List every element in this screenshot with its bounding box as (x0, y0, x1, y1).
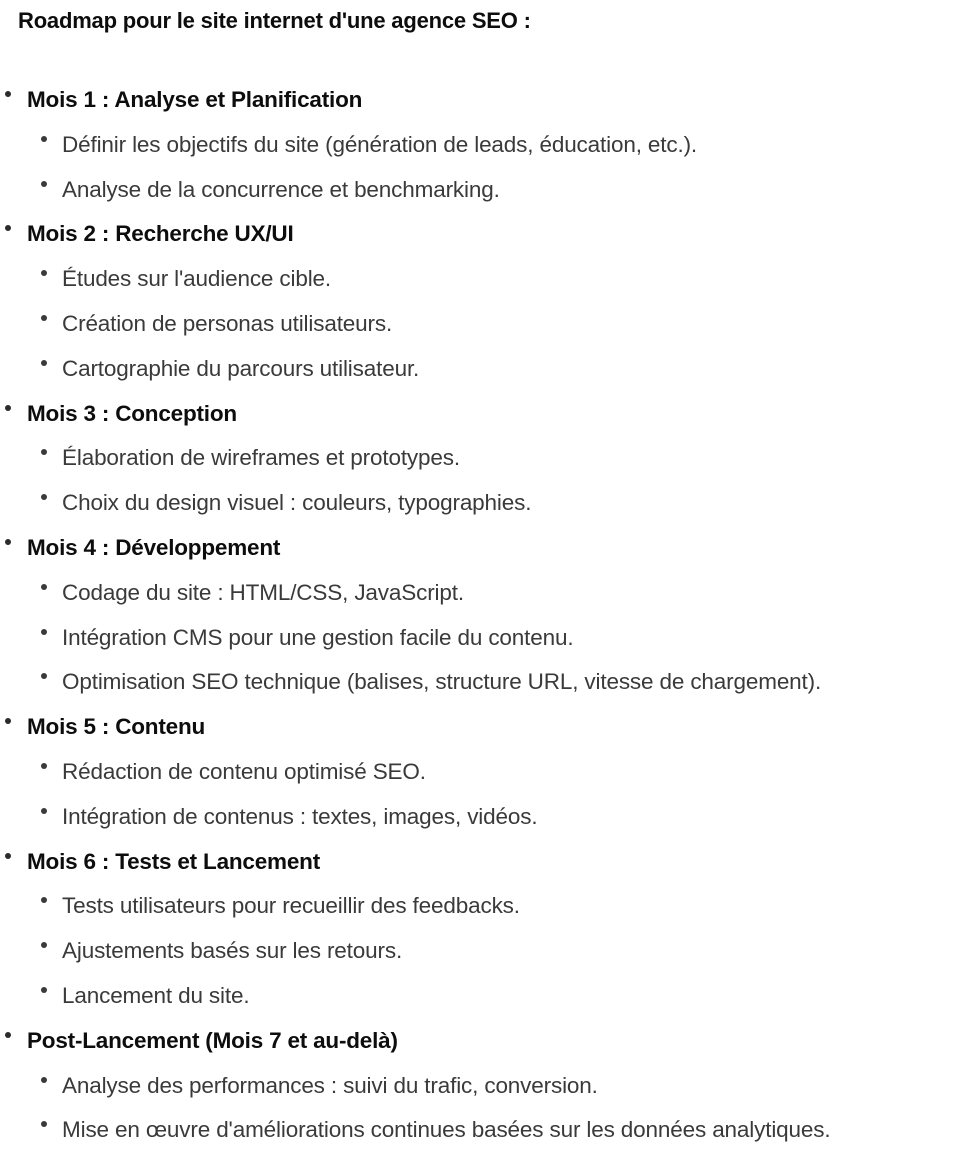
roadmap-section (0, 396, 964, 530)
section-heading (0, 1023, 964, 1068)
bullet-icon (41, 584, 47, 590)
section-items (0, 1068, 964, 1158)
roadmap-section (0, 709, 964, 843)
list-item-text: Analyse des performances : suivi du trafic, conversion. (62, 1072, 598, 1098)
list-item (0, 978, 964, 1023)
bullet-icon (41, 181, 47, 187)
bullet-icon (41, 808, 47, 814)
bullet-icon (5, 405, 11, 411)
list-item (0, 888, 964, 933)
roadmap-section (0, 844, 964, 1023)
list-item-text: Choix du design visuel : couleurs, typographies. (62, 490, 532, 516)
bullet-icon (41, 494, 47, 500)
list-item (0, 575, 964, 620)
section-heading-text: Mois 3 : Conception (27, 400, 237, 426)
roadmap-section (0, 530, 964, 709)
bullet-icon (5, 718, 11, 724)
section-heading-text: Mois 5 : Contenu (27, 714, 206, 740)
bullet-icon (41, 315, 47, 321)
list-item-text: Définir les objectifs du site (génération de leads, éducation, etc.). (62, 131, 698, 157)
list-item (0, 351, 964, 396)
section-items (0, 888, 964, 1022)
list-item (0, 620, 964, 665)
section-items (0, 261, 964, 395)
bullet-icon (41, 360, 47, 366)
list-item-text: Tests utilisateurs pour recueillir des feedbacks. (62, 893, 520, 919)
list-item-text: Mise en œuvre d'améliorations continues basées sur les données analytiques. (62, 1117, 831, 1143)
section-heading (0, 82, 964, 127)
list-item-text: Ajustements basés sur les retours. (62, 938, 403, 964)
list-item (0, 799, 964, 844)
bullet-icon (41, 673, 47, 679)
list-item-text: Optimisation SEO technique (balises, structure URL, vitesse de chargement). (62, 669, 822, 695)
bullet-icon (5, 225, 11, 231)
section-items (0, 575, 964, 709)
bullet-icon (5, 91, 11, 97)
bullet-icon (41, 987, 47, 993)
list-item (0, 1068, 964, 1113)
bullet-icon (5, 853, 11, 859)
section-heading (0, 530, 964, 575)
list-item-text: Intégration de contenus : textes, images, vidéos. (62, 803, 538, 829)
bullet-icon (41, 942, 47, 948)
section-heading (0, 844, 964, 889)
bullet-icon (41, 136, 47, 142)
section-items (0, 440, 964, 530)
list-item-text: Études sur l'audience cible. (62, 266, 332, 292)
document-title: Roadmap pour le site internet d'une agence SEO : (18, 8, 531, 33)
roadmap-section (0, 1023, 964, 1157)
bullet-icon (41, 1121, 47, 1127)
list-item-text: Cartographie du parcours utilisateur. (62, 355, 420, 381)
section-heading-text: Mois 4 : Développement (27, 534, 281, 560)
list-item (0, 440, 964, 485)
list-item (0, 933, 964, 978)
list-item (0, 664, 964, 709)
list-item (0, 485, 964, 530)
list-item-text: Analyse de la concurrence et benchmarking. (62, 176, 500, 202)
bullet-icon (41, 763, 47, 769)
section-heading (0, 396, 964, 441)
bullet-icon (41, 897, 47, 903)
section-items (0, 127, 964, 217)
list-item (0, 127, 964, 172)
bullet-icon (41, 270, 47, 276)
roadmap-sections (0, 82, 964, 1157)
section-heading-text: Mois 2 : Recherche UX/UI (27, 221, 294, 247)
list-item-text: Codage du site : HTML/CSS, JavaScript. (62, 579, 464, 605)
section-heading-text: Mois 1 : Analyse et Planification (27, 87, 363, 112)
bullet-icon (41, 449, 47, 455)
list-item (0, 754, 964, 799)
list-item-text: Création de personas utilisateurs. (62, 310, 393, 336)
section-items (0, 754, 964, 844)
roadmap-section (0, 216, 964, 395)
section-heading-text: Mois 6 : Tests et Lancement (27, 848, 321, 874)
bullet-icon (5, 1032, 11, 1038)
list-item-text: Élaboration de wireframes et prototypes. (62, 445, 460, 471)
roadmap-section (0, 82, 964, 216)
list-item (0, 1112, 964, 1157)
section-heading-text: Post-Lancement (Mois 7 et au-delà) (27, 1027, 398, 1053)
list-item-text: Intégration CMS pour une gestion facile du contenu. (62, 624, 574, 650)
section-heading (0, 709, 964, 754)
bullet-icon (41, 1077, 47, 1083)
section-heading (0, 216, 964, 261)
list-item (0, 172, 964, 217)
list-item (0, 306, 964, 351)
list-item-text: Rédaction de contenu optimisé SEO. (62, 758, 426, 784)
bullet-icon (5, 539, 11, 545)
bullet-icon (41, 629, 47, 635)
list-item-text: Lancement du site. (62, 982, 250, 1008)
list-item (0, 261, 964, 306)
